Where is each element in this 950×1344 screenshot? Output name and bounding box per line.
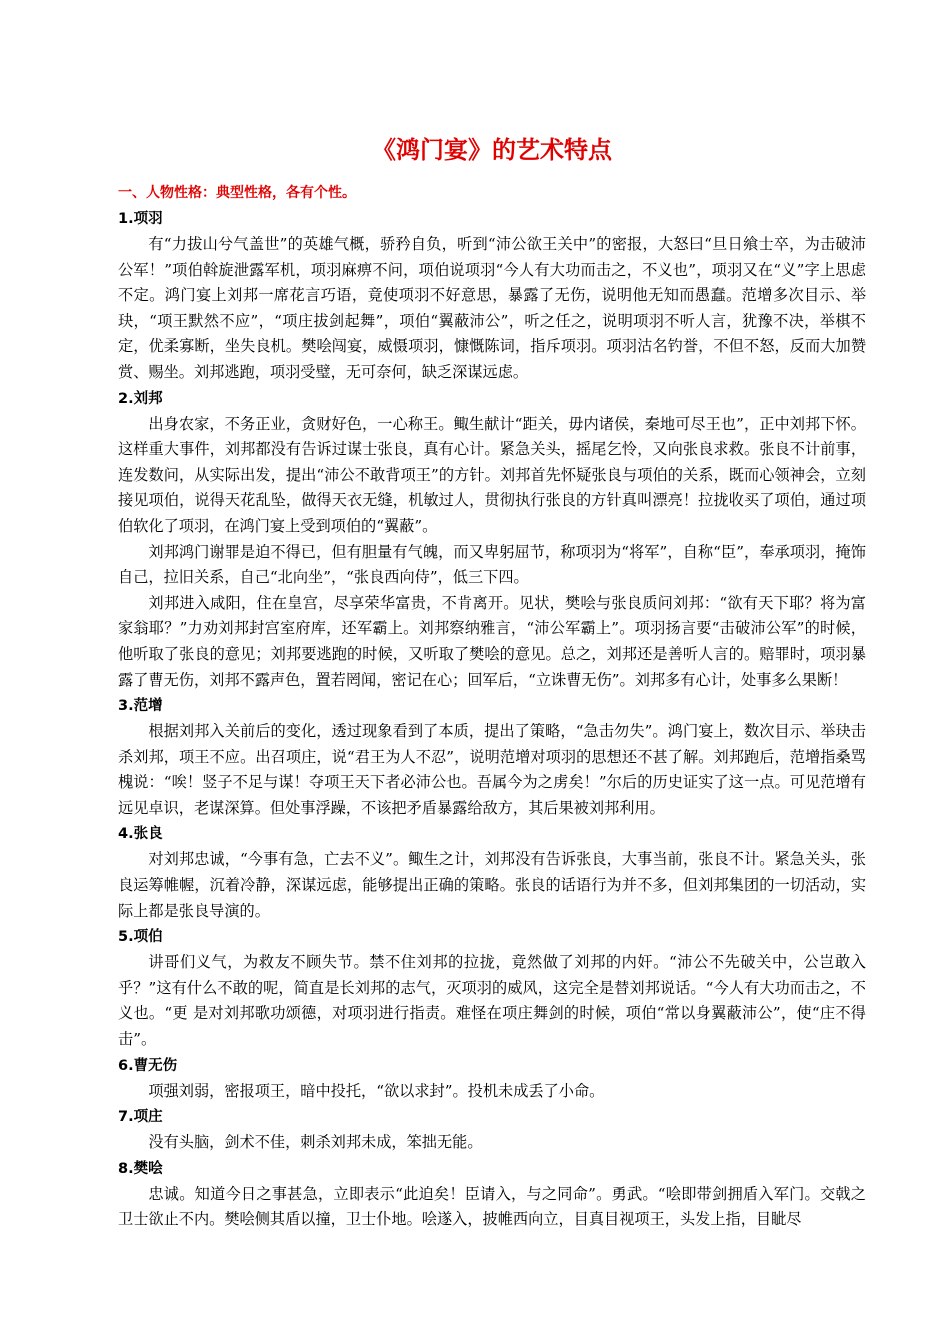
character-paragraph: 有“力拔山兮气盖世”的英雄气概，骄矜自负，听到“沛公欲王关中”的密报，大怒曰“旦日飨士卒，为击破沛公军！”项伯斡旋泄露军机，项羽麻痹不问，项伯说项羽“今人有大功而击之，不义也”，项羽又在“义”字上思虑不定。鸿门宴上刘邦一席花言巧语，竟使项羽不好意思，暴露了无伤，说明他无知而愚蠢。范增多次目示、举玦，“项王默然不应”，“项庄拔剑起舞”，项伯“翼蔽沛公”，听之任之，说明项羽不听人言，犹豫不决，举棋不定，优柔寡断，坐失良机。樊哙闯宴，威慑项羽，慷慨陈词，指斥项羽。项羽沽名钓誉，不但不怒，反而大加赞赏、赐坐。刘邦逃跑，项羽受璧，无可奈何，缺乏深谋远虑。 <box>118 235 866 381</box>
character-heading: 4.张良 <box>118 826 163 843</box>
character-heading: 3.范增 <box>118 698 163 715</box>
document-page <box>118 130 866 1233</box>
character-block-zhangliang <box>118 821 866 924</box>
character-block-xiangyu <box>118 206 866 386</box>
character-paragraph: 根据刘邦入关前后的变化，透过现象看到了本质，提出了策略，“急击勿失”。鸿门宴上，数次目示、举玦击杀刘邦，项王不应。出召项庄，说“君王为人不忍”，说明范增对项羽的思想还不甚了解。刘邦跑后，范增指桑骂槐说：“唉！竖子不足与谋！夺项王天下者必沛公也。吾属今为之虏矣！”尔后的历史证实了这一点。可见范增有远见卓识，老谋深算。但处事浮躁，不该把矛盾暴露给敌方，其后果被刘邦利用。 <box>118 722 866 817</box>
character-block-liubang <box>118 386 866 694</box>
character-block-fanzeng <box>118 693 866 821</box>
character-paragraph: 没有头脑，剑术不佳，刺杀刘邦未成，笨拙无能。 <box>148 1133 483 1152</box>
character-paragraph: 刘邦鸿门谢罪是迫不得已，但有胆量有气魄，而又卑躬屈节，称项羽为“将军”，自称“臣”，奉承项羽，掩饰自己，拉旧关系，自己“北向坐”，“张良西向侍”，低三下四。 <box>118 542 866 587</box>
section-heading: 一、人物性格：典型性格，各有个性。 <box>118 185 356 201</box>
character-block-caowushang <box>118 1053 866 1105</box>
character-heading: 7.项庄 <box>118 1109 163 1126</box>
character-paragraph: 刘邦进入咸阳，住在皇宫，尽享荣华富贵，不肯离开。见状，樊哙与张良质问刘邦：“欲有天下耶？将为富家翁耶？”力劝刘邦封宫室府库，还军霸上。刘邦察纳雅言，“沛公军霸上”。项羽扬言要“击破沛公军”的时候，他听取了张良的意见；刘邦要逃跑的时候，又听取了樊哙的意见。总之，刘邦还是善听人言的。赔罪时，项羽暴露了曹无伤，刘邦不露声色，置若罔闻，密记在心；回军后，“立诛曹无伤”。刘邦多有心计，处事多么果断！ <box>118 593 866 689</box>
document-title: 《鸿门宴》的艺术特点 <box>372 136 612 164</box>
character-paragraph: 讲哥们义气，为救友不顾失节。禁不住刘邦的拉拢，竟然做了刘邦的内奸。“沛公不先破关中，公岂敢入乎？”这有什么不敢的呢，简直是长刘邦的志气，灭项羽的威风，这完全是替刘邦说话。“今人有大功而击之，不义也。“更 是对刘邦歌功颂德，对项羽进行指责。难怪在项庄舞剑的时候，项伯“常以身翼蔽沛公”，使“庄不得击”。 <box>118 953 866 1049</box>
character-block-xiangzhuang <box>118 1104 866 1156</box>
character-heading: 6.曹无伤 <box>118 1057 178 1074</box>
character-heading: 5.项伯 <box>118 929 163 946</box>
character-paragraph: 项强刘弱，密报项王，暗中投托，“欲以求封”。投机未成丢了小命。 <box>148 1081 605 1100</box>
character-block-fankuai <box>118 1156 866 1233</box>
character-paragraph: 对刘邦忠诚，“今事有急，亡去不义”。鲰生之计，刘邦没有告诉张良，大事当前，张良不计。紧急关头，张良运筹帷幄，沉着冷静，深谋远虑，能够提出正确的策略。张良的话语行为并不多，但刘邦集团的一切活动，实际上都是张良导演的。 <box>118 850 866 920</box>
character-paragraph: 忠诚。知道今日之事甚急，立即表示“此迫矣！臣请入，与之同命”。勇武。“哙即带剑拥盾入军门。交戟之卫士欲止不内。樊哙侧其盾以撞，卫士仆地。哙遂入，披帷西向立，目真目视项王，头发上指，目眦尽 <box>118 1184 866 1229</box>
character-heading: 2.刘邦 <box>118 390 163 407</box>
character-paragraph: 出身农家，不务正业，贪财好色，一心称王。鲰生献计“距关，毋内诸侯，秦地可尽王也”，正中刘邦下怀。这样重大事件，刘邦都没有告诉过谋士张良，真有心计。紧急关头，摇尾乞怜，又向张良求救。张良不计前事，连发数问，从实际出发，提出“沛公不敢背项王”的方针。刘邦首先怀疑张良与项伯的关系，既而心领神会，立刻接见项伯，说得天花乱坠，做得天衣无缝，机敏过人，贯彻执行张良的方针真叫漂亮！拉拢收买了项伯，通过项伯软化了项羽，在鸿门宴上受到项伯的“翼蔽”。 <box>118 414 866 535</box>
character-block-xiangbo <box>118 924 866 1052</box>
character-heading: 1.项羽 <box>118 211 163 227</box>
character-heading: 8.樊哙 <box>118 1160 163 1177</box>
